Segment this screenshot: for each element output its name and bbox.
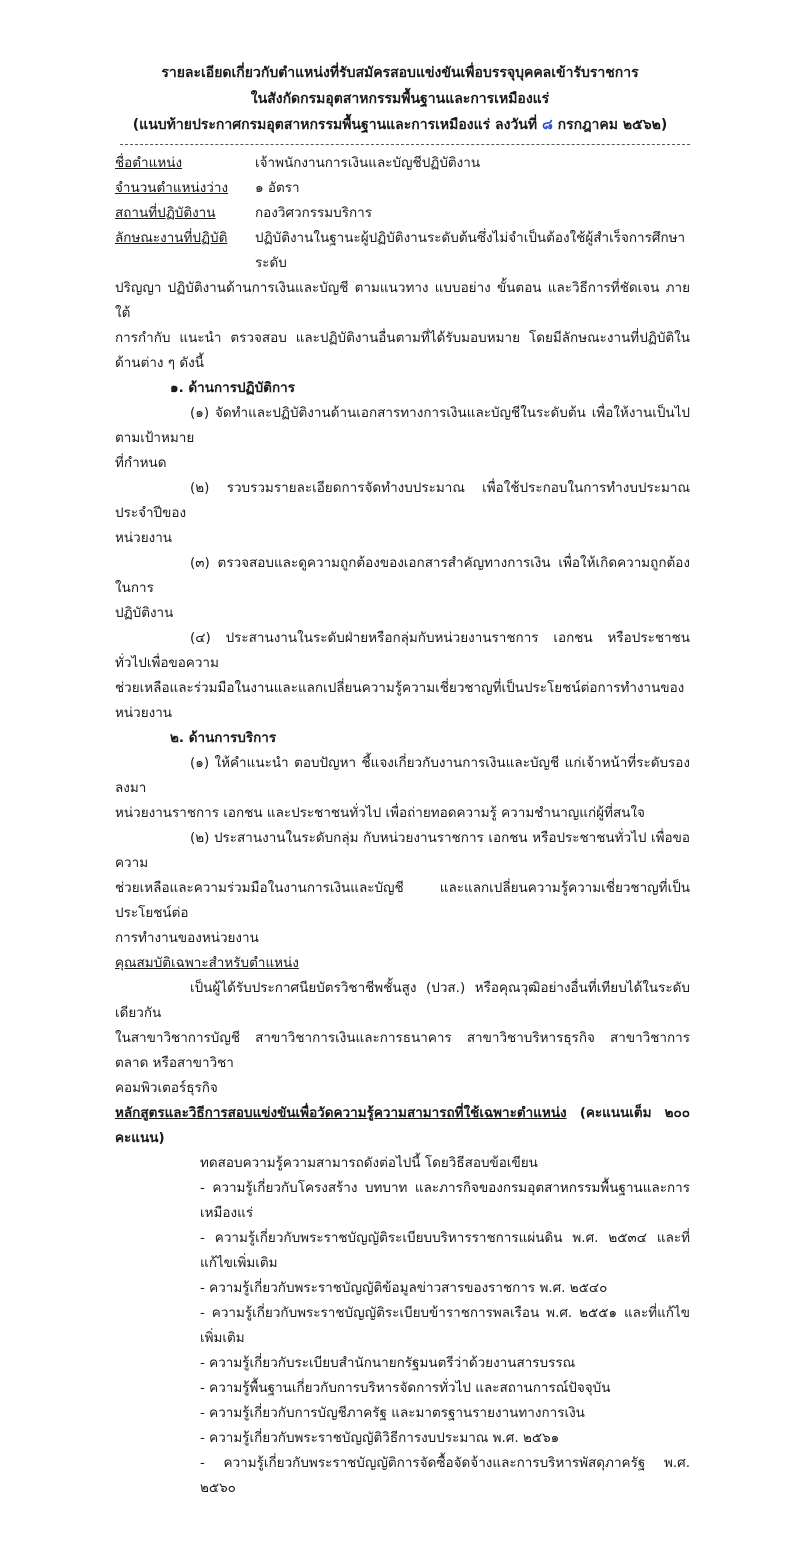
duty-item-cont: หน่วยงาน <box>115 530 173 546</box>
title-suffix: กรกฎาคม ๒๕๖๒) <box>557 117 668 133</box>
qualification-line: คอมพิวเตอร์ธุรกิจ <box>115 1080 218 1096</box>
field-value: เจ้าพนักงานการเงินและบัญชีปฏิบัติงาน <box>255 155 481 171</box>
duty-item: (๓) ตรวจสอบและดูความถูกต้องของเอกสารสำคัญทางการเงิน เพื่อให้เกิดความถูกต้องในการ <box>115 555 690 596</box>
qualifications-heading: คุณสมบัติเฉพาะสำหรับตำแหน่ง <box>115 955 299 971</box>
field-duties <box>115 226 690 276</box>
title-line-1: รายละเอียดเกี่ยวกับตำแหน่งที่รับสมัครสอบแข่งขันเพื่อบรรจุบุคคลเข้ารับราชการ <box>161 65 639 81</box>
duty-item-cont: ช่วยเหลือและร่วมมือในงานและแลกเปลี่ยนความรู้ความเชี่ยวชาญที่เป็นประโยชน์ต่อการทำงานของหน่วยงาน <box>115 680 685 721</box>
topic-item: - ความรู้เกี่ยวกับโครงสร้าง บทบาท และภารกิจของกรมอุตสาหกรรมพื้นฐานและการเหมืองแร่ <box>200 1180 690 1221</box>
service-item-cont: การทำงานของหน่วยงาน <box>115 930 259 946</box>
duty-item-cont: ปฏิบัติงาน <box>115 605 174 621</box>
topic-item: - ความรู้เกี่ยวกับพระราชบัญญัติระเบียบข้าราชการพลเรือน พ.ศ. ๒๕๕๑ และที่แก้ไขเพิ่มเติม <box>200 1305 690 1346</box>
curriculum-title: หลักสูตรและวิธีการสอบแข่งขันเพื่อวัดความรู้ความสามารถที่ใช้เฉพาะตำแหน่ง <box>115 1105 567 1121</box>
position-fields <box>115 151 690 376</box>
title-line-2: ในสังกัดกรมอุตสาหกรรมพื้นฐานและการเหมืองแร่ <box>250 91 550 107</box>
section-heading: ๒. ด้านการบริการ <box>170 730 277 746</box>
field-label: สถานที่ปฏิบัติงาน <box>115 205 216 221</box>
field-vacancies <box>115 176 690 201</box>
duties-line: ปริญญา ปฏิบัติงานด้านการเงินและบัญชี ตามแนวทาง แบบอย่าง ขั้นตอน และวิธีการที่ชัดเจน ภายใต้ <box>115 280 690 321</box>
section-heading: ๑. ด้านการปฏิบัติการ <box>170 380 295 396</box>
service-item-cont: ช่วยเหลือและความร่วมมือในงานการเงินและบัญชี และแลกเปลี่ยนความรู้ความเชี่ยวชาญที่เป็นประโยชน์ต่อ <box>115 880 690 921</box>
title-prefix: (แนบท้ายประกาศกรมอุตสาหกรรมพื้นฐานและการเหมืองแร่ ลงวันที่ <box>132 117 538 133</box>
document-header <box>0 60 800 145</box>
duty-item-cont: ที่กำหนด <box>115 455 167 471</box>
field-value: ๑ อัตรา <box>255 180 300 196</box>
document-body <box>115 151 690 1501</box>
service-item: (๑) ให้คำแนะนำ ตอบปัญหา ชี้แจงเกี่ยวกับงานการเงินและบัญชี แก่เจ้าหน้าที่ระดับรองลงมา <box>115 755 690 796</box>
field-label: ลักษณะงานที่ปฏิบัติ <box>115 230 228 246</box>
topic-item: - ความรู้พื้นฐานเกี่ยวกับการบริหารจัดการทั่วไป และสถานการณ์ปัจจุบัน <box>200 1380 611 1396</box>
title-line-3 <box>60 112 740 138</box>
duties-line: การกำกับ แนะนำ ตรวจสอบ และปฏิบัติงานอื่นตามที่ได้รับมอบหมาย โดยมีลักษณะงานที่ปฏิบัติในด้านต่าง ๆ ดังนี้ <box>115 330 690 371</box>
qualification-line: ในสาขาวิชาการบัญชี สาขาวิชาการเงินและการธนาคาร สาขาวิชาบริหารธุรกิจ สาขาวิชาการตลาด หรือสาขาวิชา <box>115 1030 690 1071</box>
dashed-divider <box>120 144 690 145</box>
topic-item: - ความรู้เกี่ยวกับการบัญชีภาครัฐ และมาตรฐานรายงานทางการเงิน <box>200 1405 585 1421</box>
field-position-name <box>115 151 690 176</box>
curriculum-intro: ทดสอบความรู้ความสามารถดังต่อไปนี้ โดยวิธีสอบข้อเขียน <box>200 1155 538 1171</box>
topic-item: - ความรู้เกี่ยวกับระเบียบสำนักนายกรัฐมนตรีว่าด้วยงานสารบรรณ <box>200 1355 576 1371</box>
topic-item: - ความรู้เกี่ยวกับพระราชบัญญัติการจัดซื้อจัดจ้างและการบริหารพัสดุภาครัฐ พ.ศ. ๒๕๖๐ <box>200 1455 690 1496</box>
field-workplace <box>115 201 690 226</box>
field-value: ปฏิบัติงานในฐานะผู้ปฏิบัติงานระดับต้นซึ่งไม่จำเป็นต้องใช้ผู้สำเร็จการศึกษาระดับ <box>255 230 686 271</box>
duty-item: (๒) รวบรวมรายละเอียดการจัดทำงบประมาณ เพื่อใช้ประกอบในการทำงบประมาณประจำปีของ <box>115 480 690 521</box>
curriculum <box>115 1101 690 1501</box>
field-label: ชื่อตำแหน่ง <box>115 155 183 171</box>
service-item: (๒) ประสานงานในระดับกลุ่ม กับหน่วยงานราชการ เอกชน หรือประชาชนทั่วไป เพื่อขอความ <box>115 830 690 871</box>
topic-item: - ความรู้เกี่ยวกับพระราชบัญญัติข้อมูลข่าวสารของราชการ พ.ศ. ๒๕๔๐ <box>200 1280 608 1296</box>
qualifications <box>115 951 690 1101</box>
duty-item: (๑) จัดทำและปฏิบัติงานด้านเอกสารทางการเงินและบัญชีในระดับต้น เพื่อให้งานเป็นไปตามเป้าหมาย <box>115 405 690 446</box>
service-item-cont: หน่วยงานราชการ เอกชน และประชาชนทั่วไป เพื่อถ่ายทอดความรู้ ความชำนาญแก่ผู้ที่สนใจ <box>115 805 645 821</box>
section-services <box>115 726 690 951</box>
topic-item: - ความรู้เกี่ยวกับพระราชบัญญัติระเบียบบริหารราชการแผ่นดิน พ.ศ. ๒๕๓๔ และที่แก้ไขเพิ่มเติม <box>200 1230 690 1271</box>
field-value: กองวิศวกรรมบริการ <box>255 205 373 221</box>
qualification-line: เป็นผู้ได้รับประกาศนียบัตรวิชาชีพชั้นสูง (ปวส.) หรือคุณวุฒิอย่างอื่นที่เทียบได้ในระดับเดียวกัน <box>115 980 690 1021</box>
duty-item: (๔) ประสานงานในระดับฝ่ายหรือกลุ่มกับหน่วยงานราชการ เอกชน หรือประชาชนทั่วไปเพื่อขอความ <box>115 630 690 671</box>
section-operations <box>115 376 690 726</box>
topic-item: - ความรู้เกี่ยวกับพระราชบัญญัติวิธีการงบประมาณ พ.ศ. ๒๕๖๑ <box>200 1430 560 1446</box>
curriculum-heading <box>115 1101 690 1151</box>
title-day: ๘ <box>541 117 553 133</box>
field-label: จำนวนตำแหน่งว่าง <box>115 180 229 196</box>
curriculum-score: (คะแนนเต็ม ๒๐๐ คะแนน) <box>115 1105 690 1146</box>
